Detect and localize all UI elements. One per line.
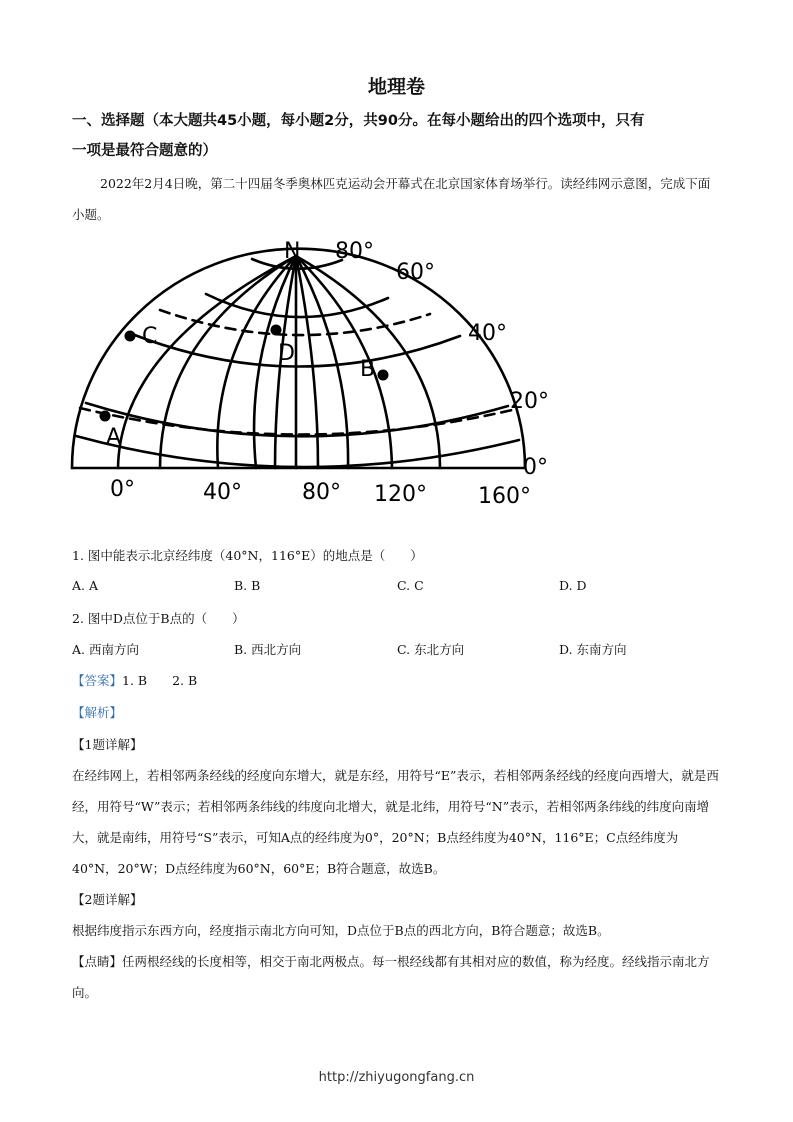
question-2: 2. 图中D点位于B点的（ ）: [72, 611, 245, 626]
lat-label-40: 40°: [468, 321, 507, 346]
lat-label-0: 0°: [523, 455, 548, 480]
question-1: 1. 图中能表示北京经纬度（40°N，116°E）的地点是（ ）: [72, 548, 423, 563]
q2-option-b: B. 西北方向: [234, 642, 302, 657]
point-b-marker: [378, 370, 389, 381]
analysis-label: 【解析】: [72, 705, 123, 720]
point-a-label: A: [106, 425, 122, 450]
section-heading: [72, 106, 732, 166]
parallel-10: [76, 436, 519, 467]
q1-option-d: D. D: [559, 578, 587, 593]
q1-option-b: B. B: [234, 578, 261, 593]
point-a-marker: [100, 411, 111, 422]
lon-label-80: 80°: [302, 480, 341, 505]
q1-option-c: C. C: [397, 578, 424, 593]
page-title: 地理卷: [367, 76, 425, 98]
intro-paragraph: 2022年2月4日晚，第二十四届冬季奥林匹克运动会开幕式在北京国家体育场举行。读经纬网示意图，完成下面小题。: [72, 176, 711, 222]
tip-paragraph: [72, 946, 722, 1008]
detail-2-text: 根据纬度指示东西方向，经度指示南北方向可知，D点位于B点的西北方向，B符合题意；故选B。: [72, 923, 610, 938]
tip-label: 【点睛】: [72, 954, 123, 969]
detail-1-label: 【1题详解】: [72, 737, 143, 752]
section-heading-line-1: 一、选择题（本大题共45小题，每小题2分，共90分。在每小题给出的四个选项中，只有: [72, 113, 645, 129]
graticule-figure: [60, 228, 560, 518]
answer-text: 1. B 2. B: [122, 673, 198, 688]
lon-label-120: 120°: [374, 482, 427, 507]
lon-label-0: 0°: [110, 477, 135, 502]
q1-option-a: A. A: [72, 578, 99, 593]
q2-option-c: C. 东北方向: [397, 642, 465, 657]
q2-option-d: D. 东南方向: [559, 642, 627, 657]
lat-label-60: 60°: [396, 260, 435, 285]
lon-label-160: 160°: [478, 484, 531, 509]
lat-label-20: 20°: [510, 389, 549, 414]
point-c-label: C: [142, 324, 158, 349]
footer-url: http://zhiyugongfang.cn: [318, 1070, 475, 1085]
point-d-marker: [271, 325, 282, 336]
north-pole-label: N: [284, 239, 301, 264]
lat-label-80: 80°: [335, 239, 374, 264]
point-d-label: D: [278, 341, 295, 366]
tip-text: 任两根经线的长度相等，相交于南北两极点。每一根经线都有其相对应的数值，称为经度。经线指示南北方向。: [72, 954, 710, 1000]
lon-label-40: 40°: [203, 480, 242, 505]
section-heading-line-2: 一项是最符合题意的）: [72, 143, 217, 159]
detail-1-text: 在经纬网上，若相邻两条经线的经度向东增大，就是东经，用符号“E”表示，若相邻两条经线的经度向西增大，就是西经，用符号“W”表示；若相邻两条纬线的纬度向北增大，就是北纬，用符号“N”表示，若相邻两条纬线的纬度向南增大，就是南纬，用符号“S”表示，可知A点的经纬度为0°，20°N；B点经纬度为40°N，116°E；C点经纬度为40°N，20°W；D点经纬度为60°N，60°E；B符合题意，故选B。: [72, 768, 719, 876]
q2-option-a: A. 西南方向: [72, 642, 139, 657]
answer-label: 【答案】: [72, 673, 123, 688]
detail-2-label: 【2题详解】: [72, 892, 143, 907]
answer-line: [72, 671, 197, 689]
point-b-label: B: [360, 357, 376, 382]
point-c-marker: [125, 331, 136, 342]
